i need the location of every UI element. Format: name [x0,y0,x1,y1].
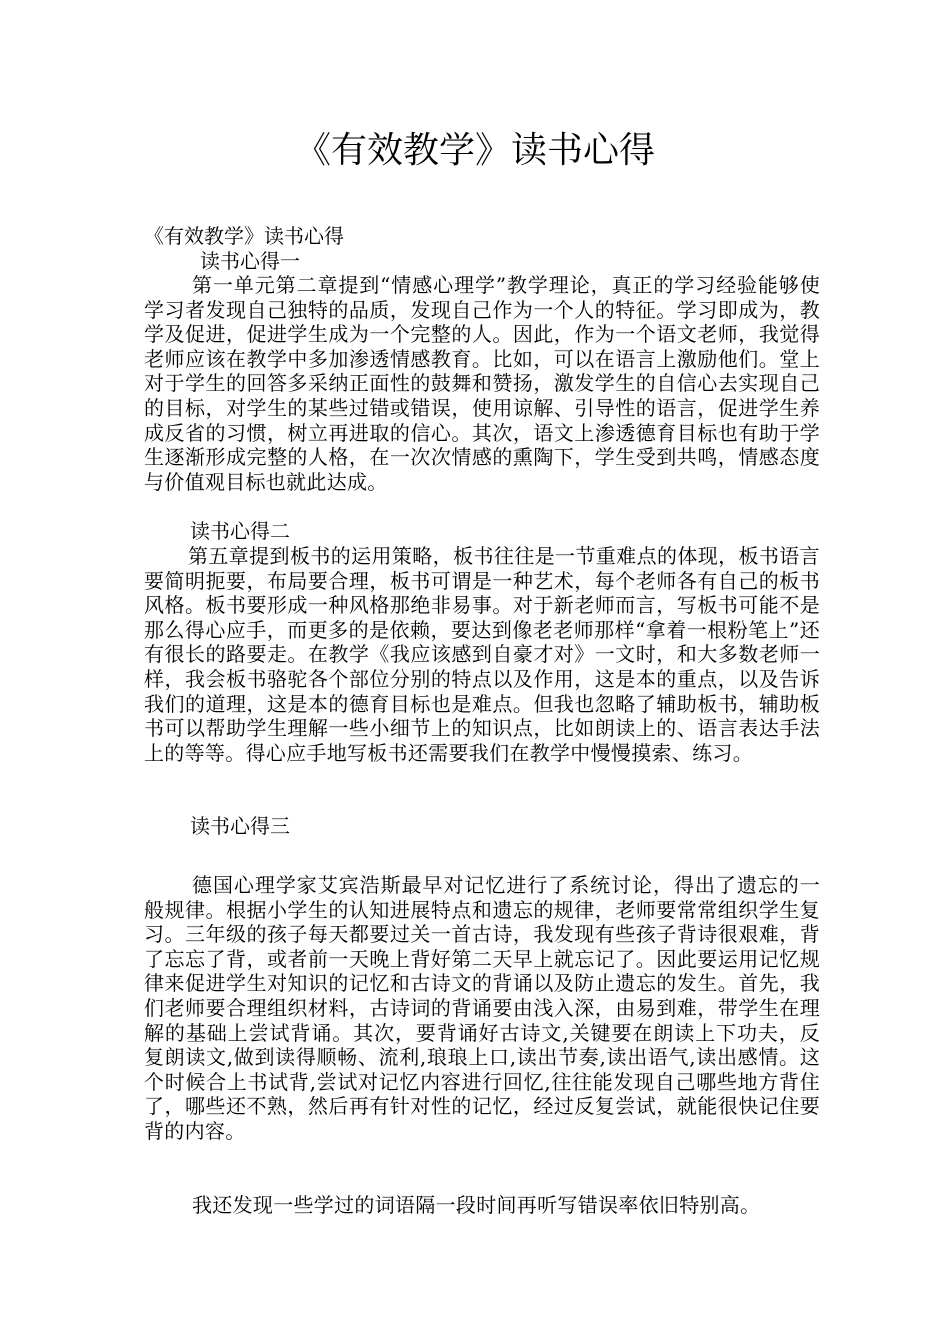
section-paragraph-3: 德国心理学家艾宾浩斯最早对记忆进行了系统讨论，得出了遗忘的一般规律。根据小学生的认知进展特点和遗忘的规律，老师要常常组织学生复习。三年级的孩子每天都要过关一首古诗，我发现有些孩子背诗很艰难，背了忘忘了背，或者前一天晚上背好第二天早上就忘记了。因此要运用记忆规律来促进学生对知识的记忆和古诗文的背诵以及防止遗忘的发生。首先，我们老师要合理组织材料，古诗词的背诵要由浅入深，由易到难，带学生在理解的基础上尝试背诵。其次，要背诵好古诗文,关键要在朗读上下功夫，反复朗读文,做到读得顺畅、流利,琅琅上口,读出节奏,读出语气,读出感情。这个时候合上书试背,尝试对记忆内容进行回忆,往往能发现自己哪些地方背住了，哪些还不熟，然后再有针对性的记忆，经过反复尝试，就能很快记住要背的内容。 [144,873,820,1143]
section-paragraph-2: 第五章提到板书的运用策略，板书往往是一节重难点的体现，板书语言要简明扼要，布局要合理，板书可谓是一种艺术，每个老师各有自己的板书风格。板书要形成一种风格那绝非易事。对于新老师而言，写板书可能不是那么得心应手，而更多的是依赖，要达到像老老师那样“拿着一根粉笔上”还有很长的路要走。在教学《我应该感到自豪才对》一文时，和大多数老师一样，我会板书骆驼各个部位分别的特点以及作用，这是本的重点，以及告诉我们的道理，这是本的德育目标也是难点。但我也忽略了辅助板书，辅助板书可以帮助学生理解一些小细节上的知识点，比如朗读上的、语言表达手法上的等等。得心应手地写板书还需要我们在教学中慢慢摸索、练习。 [144,544,820,765]
section-heading-1: 读书心得一 [200,249,300,273]
closing-paragraph: 我还发现一些学过的词语隔一段时间再听写错误率依旧特别高。 [192,1193,761,1217]
document-title: 《有效教学》读书心得 [294,130,655,171]
section-heading-2: 读书心得二 [190,519,290,543]
section-paragraph-1: 第一单元第二章提到“情感心理学”教学理论，真正的学习经验能够使学习者发现自己独特的品质，发现自己作为一个人的特征。学习即成为，教学及促进，促进学生成为一个完整的人。因此，作为一个语文老师，我觉得老师应该在教学中多加渗透情感教育。比如，可以在语言上激励他们。堂上对于学生的回答多采纳正面性的鼓舞和赞扬，激发学生的自信心去实现自己的目标，对学生的某些过错或错误，使用谅解、引导性的语言，促进学生养成反省的习惯，树立再进取的信心。其次，语文上渗透德育目标也有助于学生逐渐形成完整的人格，在一次次情感的熏陶下，学生受到共鸣，情感态度与价值观目标也就此达成。 [144,273,820,494]
document-subtitle: 《有效教学》读书心得 [144,224,344,248]
section-heading-3: 读书心得三 [190,814,290,838]
